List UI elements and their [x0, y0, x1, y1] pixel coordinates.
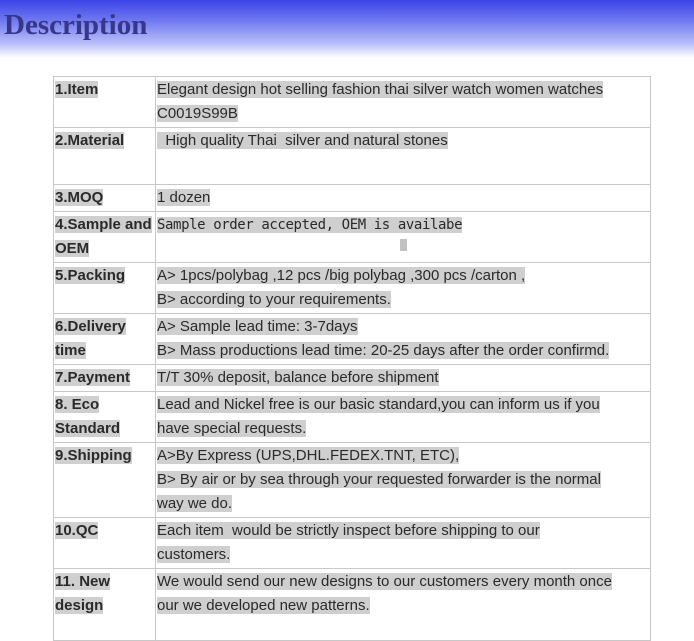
row-label: 6.Delivery time	[54, 314, 156, 365]
row-value: 1 dozen	[156, 185, 651, 212]
table-row	[54, 314, 651, 365]
row-label: 9.Shipping	[54, 443, 156, 518]
table-row	[54, 212, 651, 263]
row-label: 1.Item	[54, 77, 156, 128]
table-row	[54, 569, 651, 641]
cursor-mark	[400, 239, 407, 251]
row-value: Each item would be strictly inspect before shipping to our customers.	[156, 518, 651, 569]
table-row	[54, 185, 651, 212]
row-value: Elegant design hot selling fashion thai silver watch women watches C0019S99B	[156, 77, 651, 128]
description-banner	[0, 0, 694, 58]
row-label: 10.QC	[54, 518, 156, 569]
table-row	[54, 392, 651, 443]
row-label: 2.Material	[54, 128, 156, 185]
row-label: 4.Sample and OEM	[54, 212, 156, 263]
table-row	[54, 443, 651, 518]
row-label: 11. New design	[54, 569, 156, 641]
row-value: A>By Express (UPS,DHL.FEDEX.TNT, ETC), B> By air or by sea through your requested forwarder is the normal way we do.	[156, 443, 651, 518]
table-row	[54, 365, 651, 392]
table-row	[54, 263, 651, 314]
row-label: 3.MOQ	[54, 185, 156, 212]
row-value: We would send our new designs to our customers every month once our we developed new patterns.	[156, 569, 651, 641]
product-spec-table	[53, 76, 651, 641]
row-value: Sample order accepted, OEM is availabe	[156, 212, 651, 263]
row-value: Lead and Nickel free is our basic standard,you can inform us if you have special requests.	[156, 392, 651, 443]
row-label: 5.Packing	[54, 263, 156, 314]
row-value: A> 1pcs/polybag ,12 pcs /big polybag ,300 pcs /carton , B> according to your requirements.	[156, 263, 651, 314]
row-value: High quality Thai silver and natural stones	[156, 128, 651, 185]
table-row	[54, 518, 651, 569]
page-title: Description	[4, 9, 148, 41]
row-label: 7.Payment	[54, 365, 156, 392]
row-value: T/T 30% deposit, balance before shipment	[156, 365, 651, 392]
row-value: A> Sample lead time: 3-7days B> Mass productions lead time: 20-25 days after the order confirmd.	[156, 314, 651, 365]
table-row	[54, 128, 651, 185]
table-row	[54, 77, 651, 128]
row-label: 8. Eco Standard	[54, 392, 156, 443]
